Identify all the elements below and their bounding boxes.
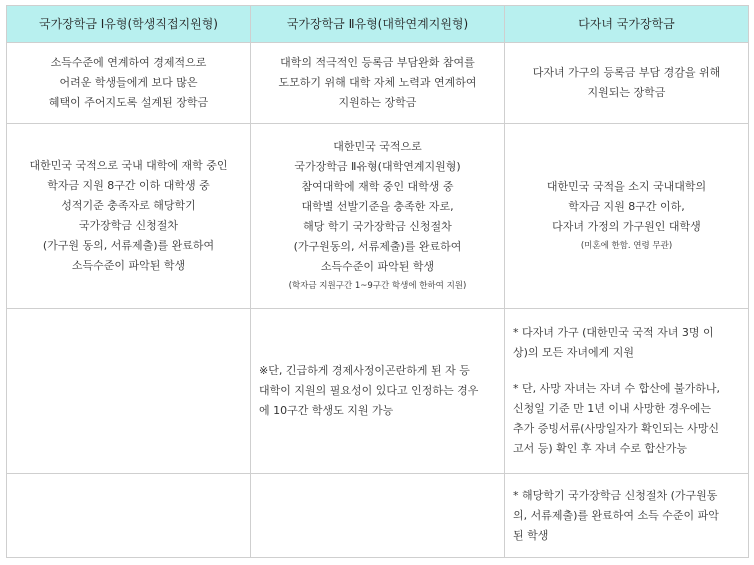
text-line: ※단, 긴급하게 경제사정이곤란하게 된 자 등 [259, 364, 470, 377]
text-line: 소득수준에 연계하여 경제적으로 [50, 56, 207, 69]
table-row-eligibility [7, 124, 749, 309]
text-line: * 해당학기 국가장학금 신청절차 (가구원동 [513, 488, 718, 502]
text-line: 다자녀 가정의 가구원인 대학생 [552, 220, 701, 233]
spacer [513, 363, 740, 379]
text-line: (가구원동의, 서류제출)를 완료하여 [293, 240, 462, 253]
text-line: 신청일 기준 만 1년 이내 사망한 경우에는 [513, 402, 711, 415]
text-line: 대한민국 국적을 소지 국내대학의 [546, 180, 707, 193]
cell-multichild-application [505, 474, 749, 558]
cell-type2-purpose [251, 43, 505, 124]
text-line: 대학이 지원의 필요성이 있다고 인정하는 경우 [259, 384, 479, 397]
text-line: 소득수준이 파악된 학생 [71, 259, 186, 272]
header-type2: 국가장학금 Ⅱ유형(대학연계지원형) [251, 6, 505, 43]
text-line: 에 10구간 학생도 지원 가능 [259, 404, 394, 417]
table-row-exceptions [7, 309, 749, 474]
text-line: 추가 증빙서류(사망일자가 확인되는 사망신 [513, 422, 720, 435]
cell-multichild-eligibility [505, 124, 749, 309]
cell-multichild-conditions [505, 309, 749, 474]
text-line: 성적기준 충족자로 해당학기 [61, 199, 196, 212]
cell-type1-empty [7, 309, 251, 474]
text-line: 소득수준이 파악된 학생 [320, 260, 435, 273]
table-row-application [7, 474, 749, 558]
text-line: 지원되는 장학금 [587, 86, 666, 99]
text-line: * 단, 사망 자녀는 자녀 수 합산에 불가하나, [513, 382, 720, 395]
text-line: 상)의 모든 자녀에게 지원 [513, 346, 635, 359]
multichild-age-note: (미혼에 한함. 연령 무관) [580, 241, 673, 251]
text-line: 혜택이 주어지도록 설계된 장학금 [48, 96, 209, 109]
text-line: 된 학생 [513, 528, 549, 542]
text-line: 다자녀 가구의 등록금 부담 경감을 위해 [532, 66, 721, 79]
text-line: 대학별 선발기준을 충족한 자로, [301, 200, 454, 213]
cell-multichild-purpose [505, 43, 749, 124]
text-line: 대한민국 국적으로 [333, 140, 422, 153]
cell-type1-empty [7, 474, 251, 558]
text-line: 학자금 지원 8구간 이하 대학생 중 [47, 179, 210, 192]
text-line: 어려운 학생들에게 보다 많은 [59, 76, 198, 89]
text-line: 대학의 적극적인 등록금 부담완화 참여를 [280, 56, 475, 69]
cell-type1-purpose [7, 43, 251, 124]
text-line: 국가장학금 신청절차 [78, 219, 179, 232]
scholarship-comparison-table [6, 5, 749, 558]
cell-type2-exception [251, 309, 505, 474]
header-row [7, 6, 749, 43]
type2-income-note: (학자금 지원구간 1~9구간 학생에 한하여 지원) [288, 281, 467, 291]
text-line: 의, 서류제출)를 완료하여 소득 수준이 파악 [513, 508, 719, 522]
cell-type2-eligibility [251, 124, 505, 309]
text-line: * 다자녀 가구 (대한민국 국적 자녀 3명 이 [513, 326, 714, 339]
text-line: 참여대학에 재학 중인 대학생 중 [301, 180, 454, 193]
cell-type1-eligibility [7, 124, 251, 309]
cell-type2-empty [251, 474, 505, 558]
text-line: (가구원 동의, 서류제출)를 완료하여 [42, 239, 215, 252]
text-line: 해당 학기 국가장학금 신청절차 [303, 220, 452, 233]
table-row-purpose [7, 43, 749, 124]
header-multichild: 다자녀 국가장학금 [505, 6, 749, 43]
text-line: 지원하는 장학금 [338, 96, 417, 109]
text-line: 도모하기 위해 대학 자체 노력과 연계하여 [278, 76, 477, 89]
text-line: 대한민국 국적으로 국내 대학에 재학 중인 [29, 159, 228, 172]
text-line: 고서 등) 확인 후 자녀 수로 합산가능 [513, 442, 688, 455]
text-line: 국가장학금 Ⅱ유형(대학연계지원형) [294, 160, 461, 173]
text-line: 학자금 지원 8구간 이하, [568, 200, 685, 213]
header-type1: 국가장학금 Ⅰ유형(학생직접지원형) [7, 6, 251, 43]
